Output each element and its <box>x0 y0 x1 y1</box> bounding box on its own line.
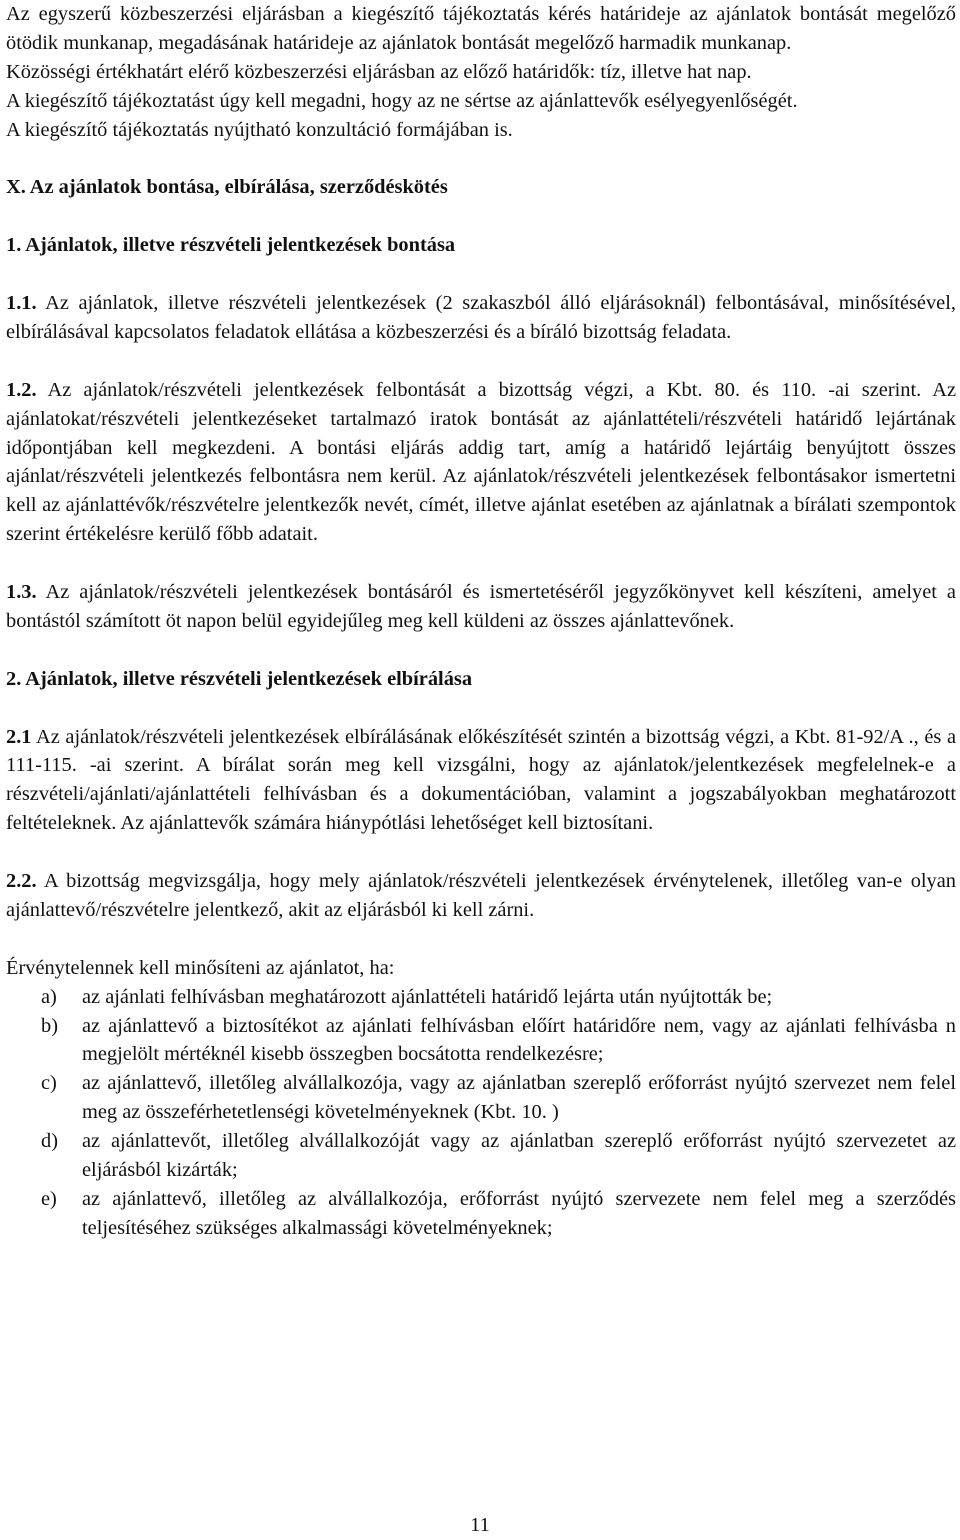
paragraph-text: Az ajánlatok/részvételi jelentkezések felbontását a bizottság végzi, a Kbt. 80. és 110. -ai szerint. Az ajánlatokat/részvételi jelentkezéseket tartalmazó iratok bontását az ajánlattételi/részvételi határidő lejártának időpontjában kell megkezdeni. A bontási eljárás addig tart, amíg a határidő lejártáig benyújtott összes ajánlat/részvételi jelentkezés felbontásra nem kerül. Az ajánlatok/részvételi jelentkezések felbontásakor ismertetni kell az ajánlattévők/részvételre jelentkezők nevét, címét, illetve ajánlat esetében az ajánlatnak a bírálati szempontok szerint értékelésre kerülő főbb adatait. <box>6 378 956 546</box>
paragraph-number: 2.1 <box>6 725 32 748</box>
intro-paragraph-2: Közösségi értékhatárt elérő közbeszerzési eljárásban az előző határidők: tíz, illetve hat nap. <box>6 60 752 83</box>
list-item-e <box>6 1185 956 1243</box>
intro-paragraph-3: A kiegészítő tájékoztatást úgy kell megadni, hogy az ne sértse az ajánlattevők esélyegyenlőségét. <box>6 89 798 112</box>
paragraph-number: 1.3. <box>6 581 37 604</box>
list-item-text: az ajánlattevő, illetőleg alvállalkozója, vagy az ajánlatban szereplő erőforrást nyújtó szervezet nem felel meg az összeférhetetlenségi követelményeknek (Kbt. 10. ) <box>82 1072 956 1124</box>
section-title: X. Az ajánlatok bontása, elbírálása, szerződéskötés <box>6 176 448 199</box>
paragraph-2-2 <box>6 867 956 925</box>
list-item-c <box>6 1069 956 1127</box>
document-page <box>6 0 956 1243</box>
subsection-1-title: 1. Ajánlatok, illetve részvételi jelentkezések bontása <box>6 234 456 257</box>
paragraph-text: Az ajánlatok, illetve részvételi jelentkezések (2 szakaszból álló eljárásoknál) felbontásával, minősítésével, elbírálásával kapcsolatos feladatok ellátása a közbeszerzési és a bíráló bizottság feladata. <box>6 292 956 343</box>
paragraph-number: 2.2. <box>6 870 37 893</box>
list-item-letter: a) <box>41 985 57 1008</box>
invalid-list-intro: Érvénytelennek kell minősíteni az ajánlatot, ha: <box>6 956 395 979</box>
paragraph-number: 1.2. <box>6 378 37 401</box>
list-item-text: az ajánlattevő, illetőleg az alvállalkozója, erőforrást nyújtó szervezete nem felel meg a szerződés teljesítéséhez szükséges alkalmassági követelményeknek; <box>82 1188 956 1239</box>
paragraph-text: Az ajánlatok/részvételi jelentkezések bontásáról és ismertetéséről jegyzőkönyvet kell készíteni, amelyet a bontástól számított öt napon belül egyidejűleg meg kell küldeni az összes ajánlattevőnek. <box>6 581 956 632</box>
paragraph-number: 1.1. <box>6 292 37 315</box>
paragraph-2-1 <box>6 723 956 839</box>
list-item-d <box>6 1127 956 1185</box>
paragraph-text: Az ajánlatok/részvételi jelentkezések elbírálásának előkészítését szintén a bizottság végzi, a Kbt. 81-92/A ., és a 111-115. -ai szerint. A bírálat során meg kell vizsgálni, hogy az ajánlatok/jelentkezések megfelelnek-e a részvételi/ajánlati/ajánlattételi felhívásban és a dokumentációban, valamint a jogszabályokban meghatározott feltételeknek. Az ajánlattevők számára hiánypótlási lehetőséget kell biztosítani. <box>6 725 956 835</box>
page-number: 11 <box>470 1514 490 1536</box>
paragraph-text: A bizottság megvizsgálja, hogy mely ajánlatok/részvételi jelentkezések érvénytelenek, illetőleg van-e olyan ajánlattevő/részvételre jelentkező, akit az eljárásból ki kell zárni. <box>6 870 956 921</box>
paragraph-1-2 <box>6 376 956 549</box>
paragraph-1-1 <box>6 289 956 347</box>
paragraph-1-3 <box>6 578 956 636</box>
list-item-b <box>6 1012 956 1070</box>
list-item-letter: e) <box>41 1188 57 1211</box>
list-item-text: az ajánlattevő a biztosítékot az ajánlati felhívásban előírt határidőre nem, vagy az ajánlati felhívásba n megjelölt mértéknél kisebb összegben bocsátotta rendelkezésre; <box>82 1014 956 1066</box>
list-item-letter: b) <box>41 1014 58 1037</box>
subsection-2-title: 2. Ajánlatok, illetve részvételi jelentkezések elbírálása <box>6 667 473 690</box>
list-item-text: az ajánlattevőt, illetőleg alvállalkozóját vagy az ajánlatban szereplő erőforrást nyújtó szervezetet az eljárásból kizárták; <box>82 1130 956 1182</box>
intro-paragraph-4: A kiegészítő tájékoztatás nyújtható konzultáció formájában is. <box>6 118 513 141</box>
list-item-text: az ajánlati felhívásban meghatározott ajánlattételi határidő lejárta után nyújtották be; <box>82 985 773 1008</box>
intro-paragraph-1: Az egyszerű közbeszerzési eljárásban a kiegészítő tájékoztatás kérés határideje az ajánlatok bontását megelőző ötödik munkanap, megadásának határideje az ajánlatok bontását megelőző harmadik munkanap. <box>6 3 956 54</box>
list-item-letter: c) <box>41 1072 57 1095</box>
list-item-a <box>6 983 956 1012</box>
invalid-conditions-list <box>6 983 956 1243</box>
list-item-letter: d) <box>41 1130 58 1153</box>
